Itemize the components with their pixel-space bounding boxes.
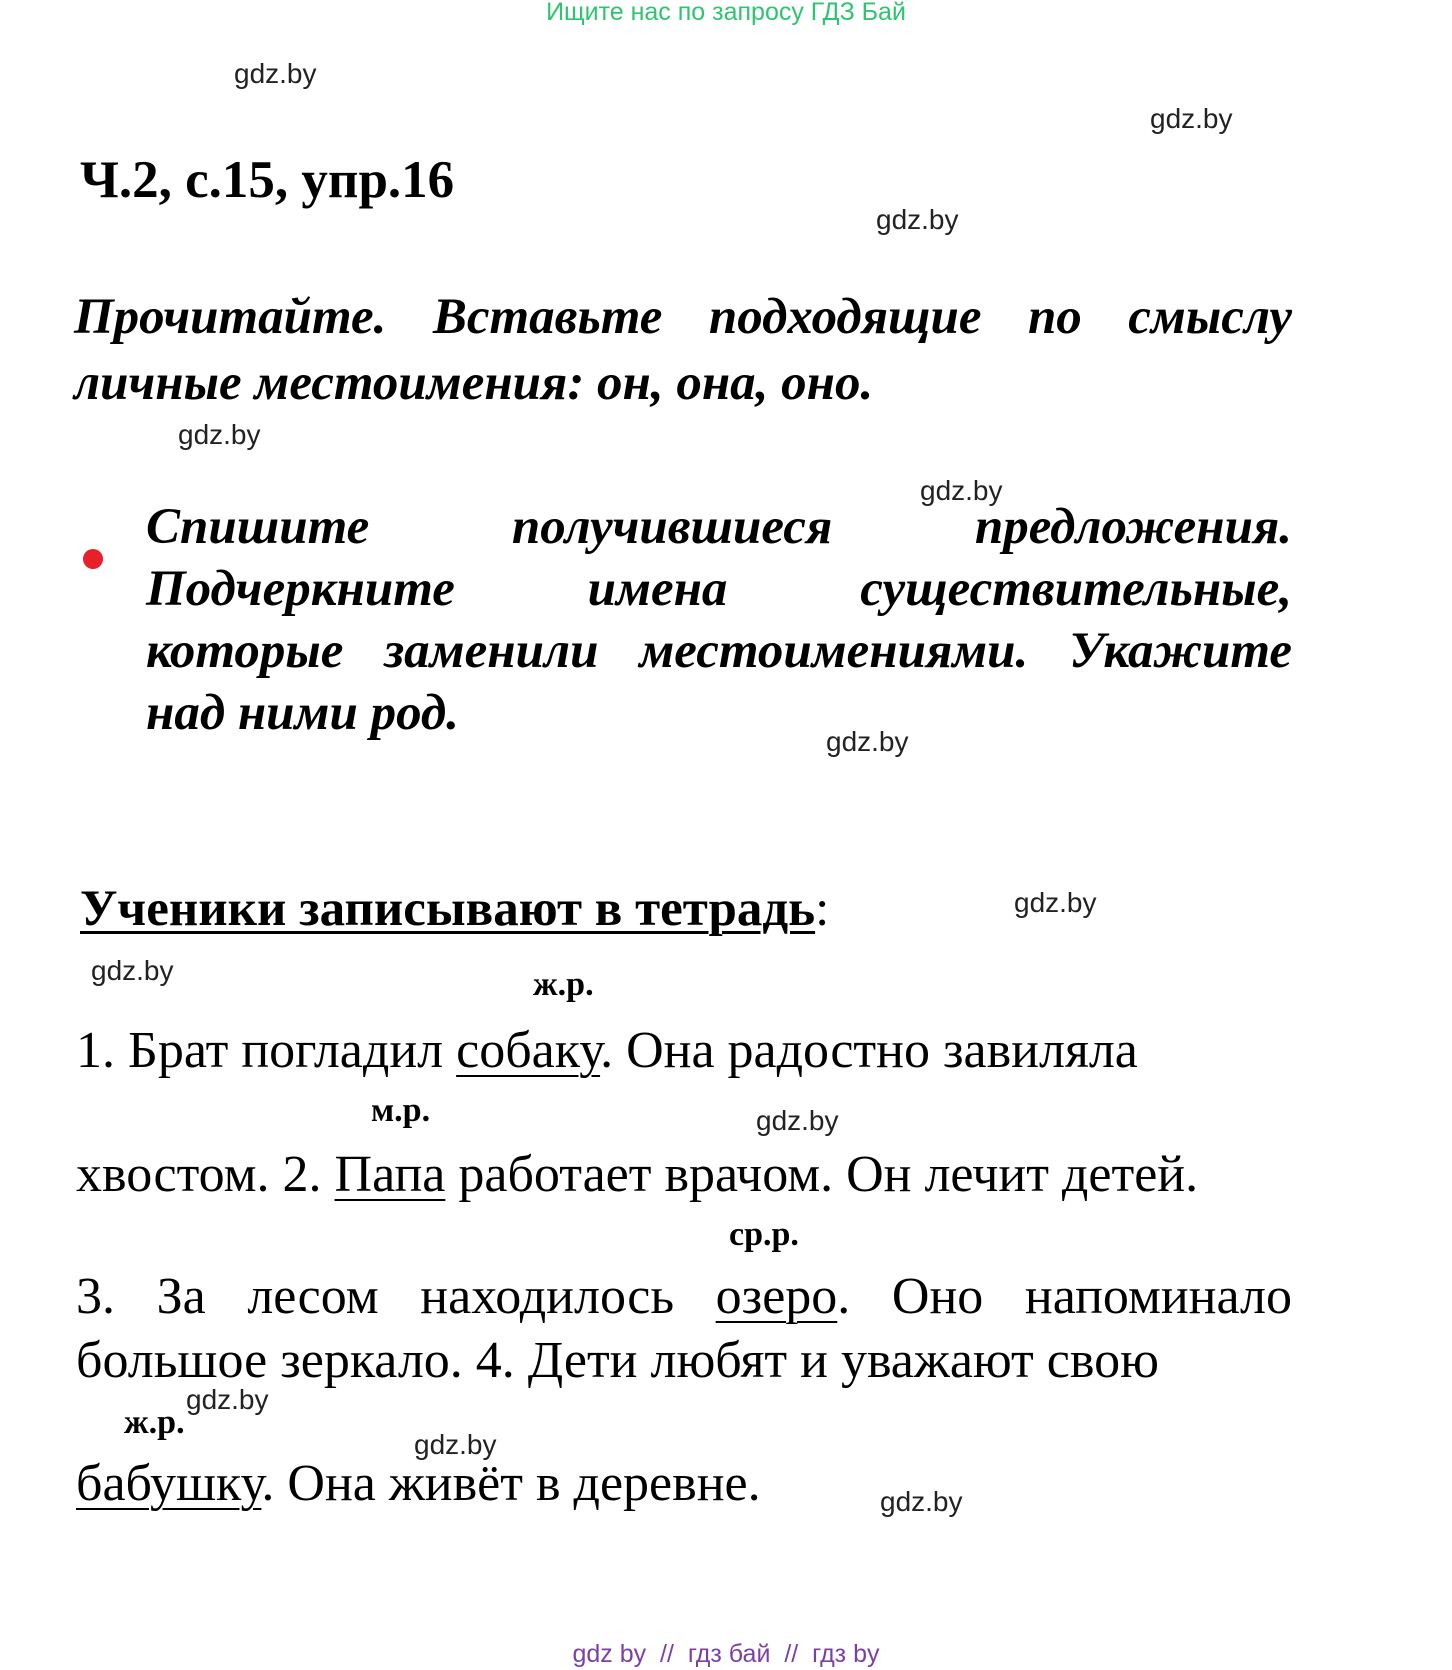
underlined-noun: озеро — [715, 1268, 838, 1325]
answer-text: 1. Брат погладил — [76, 1022, 457, 1079]
watermark: gdz.by — [1014, 887, 1097, 918]
answer-line-4: большое зеркало. 4. Дети любят и уважают свою — [76, 1332, 1159, 1389]
underlined-noun: бабушку — [76, 1455, 262, 1512]
answers-heading — [80, 880, 829, 938]
task-line: Спишите получившиеся предложения. — [146, 499, 1292, 555]
watermark: gdz.by — [920, 475, 1003, 506]
watermark: gdz.by — [234, 58, 317, 89]
gender-label: ж.р. — [533, 966, 594, 1003]
watermark: gdz.by — [414, 1429, 497, 1460]
watermark: gdz.by — [880, 1486, 963, 1517]
answers-heading-text: Ученики записывают в тетрадь — [80, 881, 816, 937]
watermark: gdz.by — [756, 1105, 839, 1136]
page-title: Ч.2, с.15, упр.16 — [80, 151, 455, 209]
footer-links: gdz by // гдз бай // гдз by — [572, 1640, 880, 1668]
watermark: gdz.by — [186, 1384, 269, 1415]
underlined-noun: Папа — [334, 1146, 446, 1203]
answer-text: . Она живёт в деревне. — [261, 1455, 761, 1512]
gender-label: м.р. — [371, 1092, 431, 1129]
watermark: gdz.by — [1150, 103, 1233, 134]
bullet-icon — [83, 549, 103, 569]
answer-text: работает врачом. Он лечит детей. — [445, 1146, 1199, 1203]
search-banner: Ищите нас по запросу ГДЗ Бай — [546, 0, 906, 26]
task-line: которые заменили местоимениями. Укажите — [146, 623, 1292, 679]
gender-label: ж.р. — [124, 1404, 185, 1441]
answer-text: хвостом. 2. — [76, 1146, 335, 1203]
watermark: gdz.by — [826, 726, 909, 757]
answer-line-5 — [76, 1454, 761, 1514]
gender-label: ср.р. — [729, 1216, 799, 1253]
task-line: над ними род. — [146, 685, 459, 741]
answers-heading-colon: : — [815, 881, 830, 937]
answer-text: 3. За лесом находилось — [76, 1268, 716, 1325]
watermark: gdz.by — [91, 955, 174, 986]
answer-line-1 — [76, 1021, 1138, 1081]
answer-text: . Она радостно завиляла — [600, 1022, 1138, 1079]
watermark: gdz.by — [876, 204, 959, 235]
instruction-line: личные местоимения: он, она, оно. — [74, 355, 874, 411]
answer-text: . Оно напоминало — [837, 1268, 1292, 1325]
answer-line-2 — [76, 1145, 1198, 1205]
underlined-noun: собаку — [456, 1022, 601, 1079]
answer-line-3 — [76, 1267, 1292, 1327]
instruction-line: Прочитайте. Вставьте подходящие по смыслу — [74, 289, 1292, 345]
watermark: gdz.by — [178, 419, 261, 450]
task-line: Подчеркните имена существительные, — [146, 561, 1292, 617]
